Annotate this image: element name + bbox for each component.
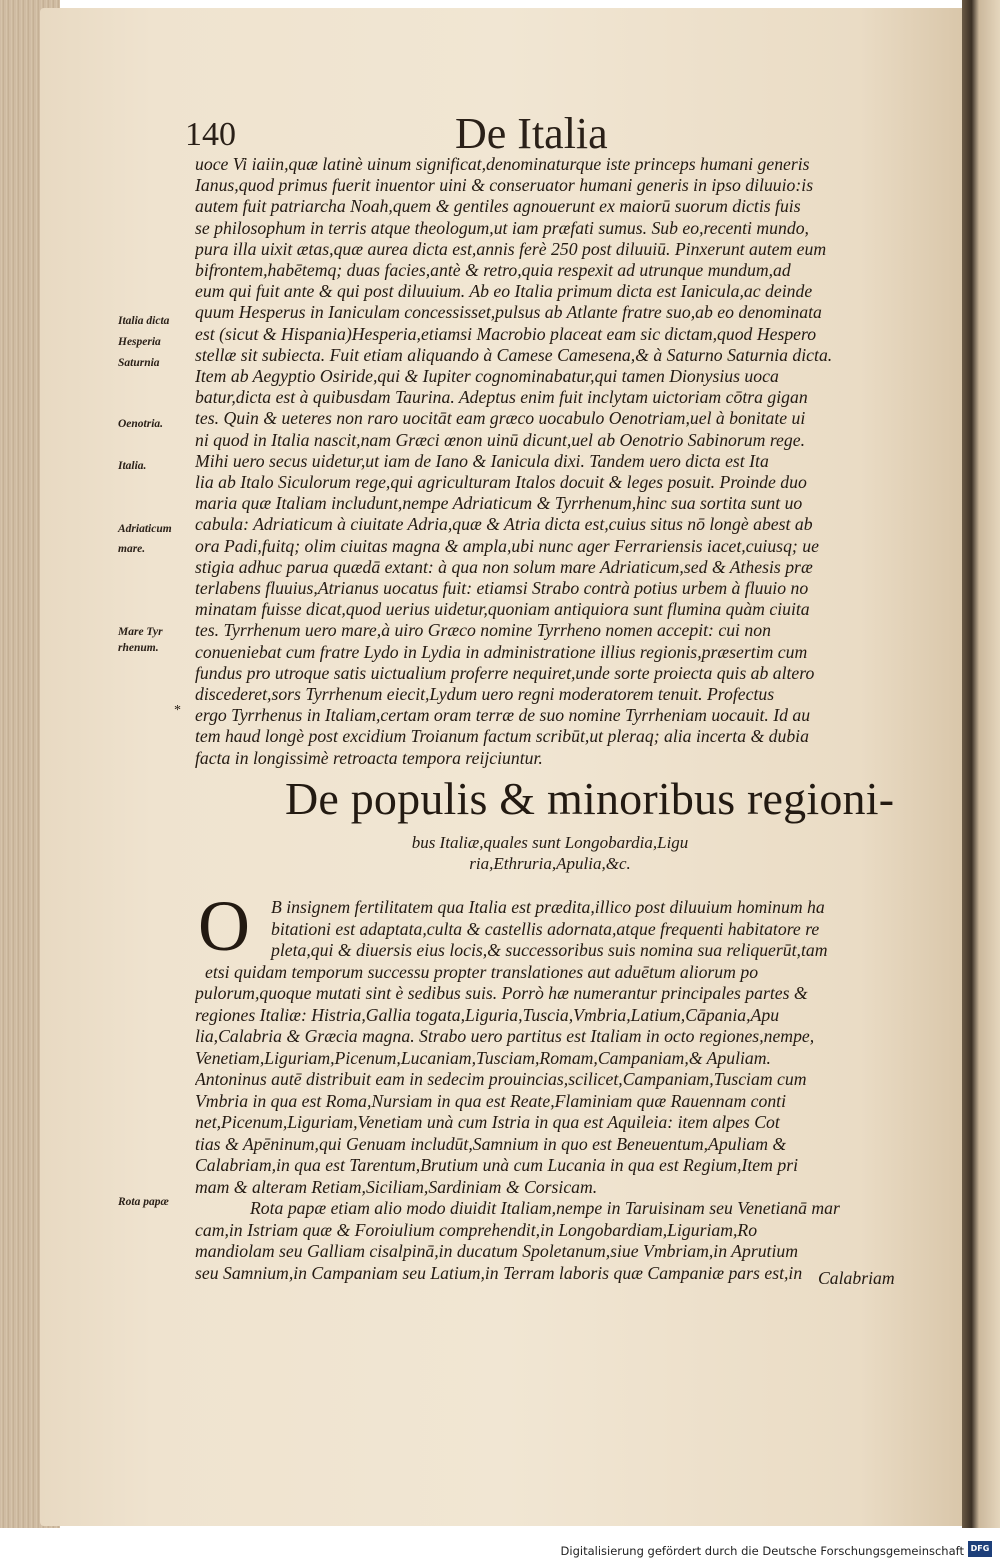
text-line: se philosophum in terris atque theologum,ut iam præfati sumus. Sub eo,recenti mundo, (195, 217, 809, 238)
margin-note: Mare Tyr (118, 626, 163, 638)
text-line: Venetiam,Liguriam,Picenum,Lucaniam,Tusciam,Romam,Campaniam,& Apuliam. (195, 1047, 771, 1068)
running-head: De Italia (455, 109, 608, 158)
text-line: Vmbria in qua est Roma,Nursiam in qua est Reate,Flaminiam quæ Rauennam conti (195, 1090, 787, 1111)
text-line: tes. Quin & ueteres non raro uocitāt eam græco uocabulo Oenotriam,uel à bonitate ui (195, 408, 806, 429)
text-line: mam & alteram Retiam,Siciliam,Sardiniam & Corsicam. (195, 1176, 598, 1197)
text-line: maria quæ Italiam includunt,nempe Adriaticum & Tyrrhenum,hinc sua sortita sunt uo (195, 493, 803, 514)
section-subheading-line: bus Italiæ,quales sunt Longobardia,Ligu (411, 833, 689, 852)
text-line: B insignem fertilitatem qua Italia est prædita,illico post diluuium hominum ha (271, 897, 825, 917)
margin-marker: * (174, 703, 181, 718)
text-line: Calabriam,in qua est Tarentum,Brutium unà cum Lucania in qua est Regium,Item pri (195, 1155, 798, 1175)
text-line: lia ab Italo Siculorum rege,qui agriculturam Italos docuit & leges posuit. Proinde duo (195, 472, 807, 493)
text-line: pulorum,quoque mutati sint è sedibus suis. Porrò hæ numerantur principales partes & (195, 983, 808, 1003)
margin-note: Saturnia (118, 357, 160, 369)
text-line: pura illa uixit ætas,quæ aurea dicta est,annis ferè 250 post diluuiū. Pinxerunt autem eum (195, 238, 827, 259)
text-line: bitationi est adaptata,culta & castellis adornata,atque frequenti habitatore re (271, 918, 820, 939)
margin-note: Oenotria. (118, 418, 164, 430)
text-line: batur,dicta est à quibusdam Taurina. Adeptus enim fuit inclytam uictoriam cōtra gigan (195, 387, 808, 408)
text-line: tes. Tyrrhenum uero mare,à uiro Græco nomine Tyrrheno nomen accepit: cui non (195, 620, 771, 641)
catchword: Calabriam (818, 1268, 895, 1288)
text-line: fundus pro utroque satis uictualium proferre nequiret,unde sorte proiecta quis ab altero (195, 662, 815, 683)
text-line: seu Samnium,in Campaniam seu Latium,in Terram laboris quæ Campaniæ pars est,in (195, 1262, 803, 1283)
text-line: stigia adhuc parua quædā extant: à qua non solum mare Adriaticum,sed & Athesis præ (195, 556, 813, 577)
text-line: Rota papæ etiam alio modo diuidit Italiam,nempe in Taruisinam seu Venetianā mar (250, 1198, 840, 1218)
text-line: Antoninus autē distribuit eam in sedecim prouincias,scilicet,Campaniam,Tusciam cum (195, 1069, 807, 1089)
footer-credit: Digitalisierung gefördert durch die Deutsche Forschungsgemeinschaft (560, 1544, 964, 1558)
text-line: regiones Italiæ: Histria,Gallia togata,Liguria,Tuscia,Vmbria,Latium,Cāpania,Apu (195, 1004, 780, 1025)
text-line: uoce Vi iaiin,quæ latinè uinum significat,denominaturque iste princeps humani generis (195, 154, 810, 174)
text-line: lia,Calabria & Græcia magna. Strabo uero partitus est Italiam in octo regiones,nempe, (195, 1026, 815, 1046)
text-line: mandiolam seu Galliam cisalpinā,in ducatum Spoletanum,siue Vmbriam,in Aprutium (195, 1241, 798, 1261)
margin-note: Rota papæ (118, 1196, 169, 1208)
text-line: ni quod in Italia nascit,nam Græci œnon uinū dicunt,uel ab Oenotrio Sabinorum rege. (195, 429, 806, 450)
text-line: autem fuit patriarcha Noah,quem & gentiles agnouerunt ex maiorū suorum dictis fuis (195, 196, 801, 217)
text-line: tias & Apēninum,qui Genuam includūt,Samnium in quo est Beneuentum,Apuliam & (195, 1133, 787, 1154)
text-line: ora Padi,fuitq; olim ciuitas magna & ampla,ubi nunc ager Ferrariensis iacet,cuiusq; ue (195, 535, 819, 556)
page-number: 140 (185, 116, 236, 153)
text-line: eum qui fuit ante & qui post diluuium. Ab eo Italia primum dicta est Ianicula,ac deinde (195, 281, 813, 302)
margin-note: Italia. (118, 460, 147, 472)
drop-initial: O (198, 886, 250, 966)
text-line: conueniebat cum fratre Lydo in Lydia in administratione illius regionis,præsertim cum (195, 641, 808, 662)
text-line: cabula: Adriaticum à ciuitate Adria,quæ & Atria dicta est,cuius situs nō longè abest ab (195, 514, 813, 535)
margin-note: mare. (118, 543, 146, 555)
text-line: est (sicut & Hispania)Hesperia,etiamsi Macrobio placeat eam sic dictam,quod Hespero (195, 323, 817, 344)
text-line: stellæ sit subiecta. Fuit etiam aliquando à Camese Camesena,& à Saturno Saturnia dicta. (195, 344, 833, 365)
section-subheading-line: ria,Ethruria,Apulia,&c. (469, 854, 631, 873)
text-line: bifrontem,habētemq; duas facies,antè & retro,quia respexit ad utrunque mundum,ad (195, 260, 791, 281)
text-line: etsi quidam temporum successu propter translationes aut aduētum aliorum po (205, 961, 759, 982)
book-gutter (962, 0, 1000, 1528)
text-line: discederet,sors Tyrrhenum eiecit,Lydum uero regni moderatorem tenuit. Profectus (195, 684, 775, 705)
text-line: ergo Tyrrhenus in Italiam,certam oram terræ de suo nomine Tyrrheniam uocauit. Id au (195, 705, 811, 726)
margin-note: rhenum. (118, 642, 159, 654)
section-heading: De populis & minoribus regioni- (285, 773, 895, 824)
body-text-section-2 (195, 897, 885, 1284)
margin-note: Hesperia (118, 336, 161, 348)
margin-note: Italia dicta (118, 315, 170, 327)
dfg-logo: DFG (968, 1541, 992, 1557)
text-line: Mihi uero secus uidetur,ut iam de Iano & Ianicula dixi. Tandem uero dicta est Ita (195, 450, 769, 471)
text-line: net,Picenum,Liguriam,Venetiam unà cum Istria in qua est Aquileia: item alpes Cot (195, 1112, 780, 1132)
text-line: minatam fuisse dicat,quod uerius uidetur,quoniam antiquiora sunt flumina quàm ciuita (195, 599, 810, 620)
margin-note: Adriaticum (118, 523, 172, 535)
body-text-section-1 (195, 154, 885, 769)
text-line: tem haud longè post excidium Troianum factum scribūt,ut pleraq; alia incerta & dubia (195, 726, 809, 747)
text-line: pleta,qui & diuersis eius locis,& successoribus suis nomina sua reliquerūt,tam (271, 940, 828, 960)
text-line: terlabens fluuius,Atrianus uocatus fuit: etiamsi Strabo contrà potius urbem à fluuio no (195, 578, 809, 599)
text-line: Ianus,quod primus fuerit inuentor uini & conseruator humani generis in ipso diluuio:is (195, 175, 814, 196)
text-line: Item ab Aegyptio Osiride,qui & Iupiter cognominabatur,qui tamen Dionysius uoca (195, 366, 779, 387)
text-line: facta in longissimè retroacta tempora reijciuntur. (195, 747, 543, 768)
text-line: cam,in Istriam quæ & Foroiulium comprehendit,in Longobardiam,Liguriam,Ro (195, 1219, 758, 1240)
text-line: quum Hesperus in Ianiculam concessisset,pulsus ab Atlante fratre suo,ab eo denominata (195, 302, 822, 323)
